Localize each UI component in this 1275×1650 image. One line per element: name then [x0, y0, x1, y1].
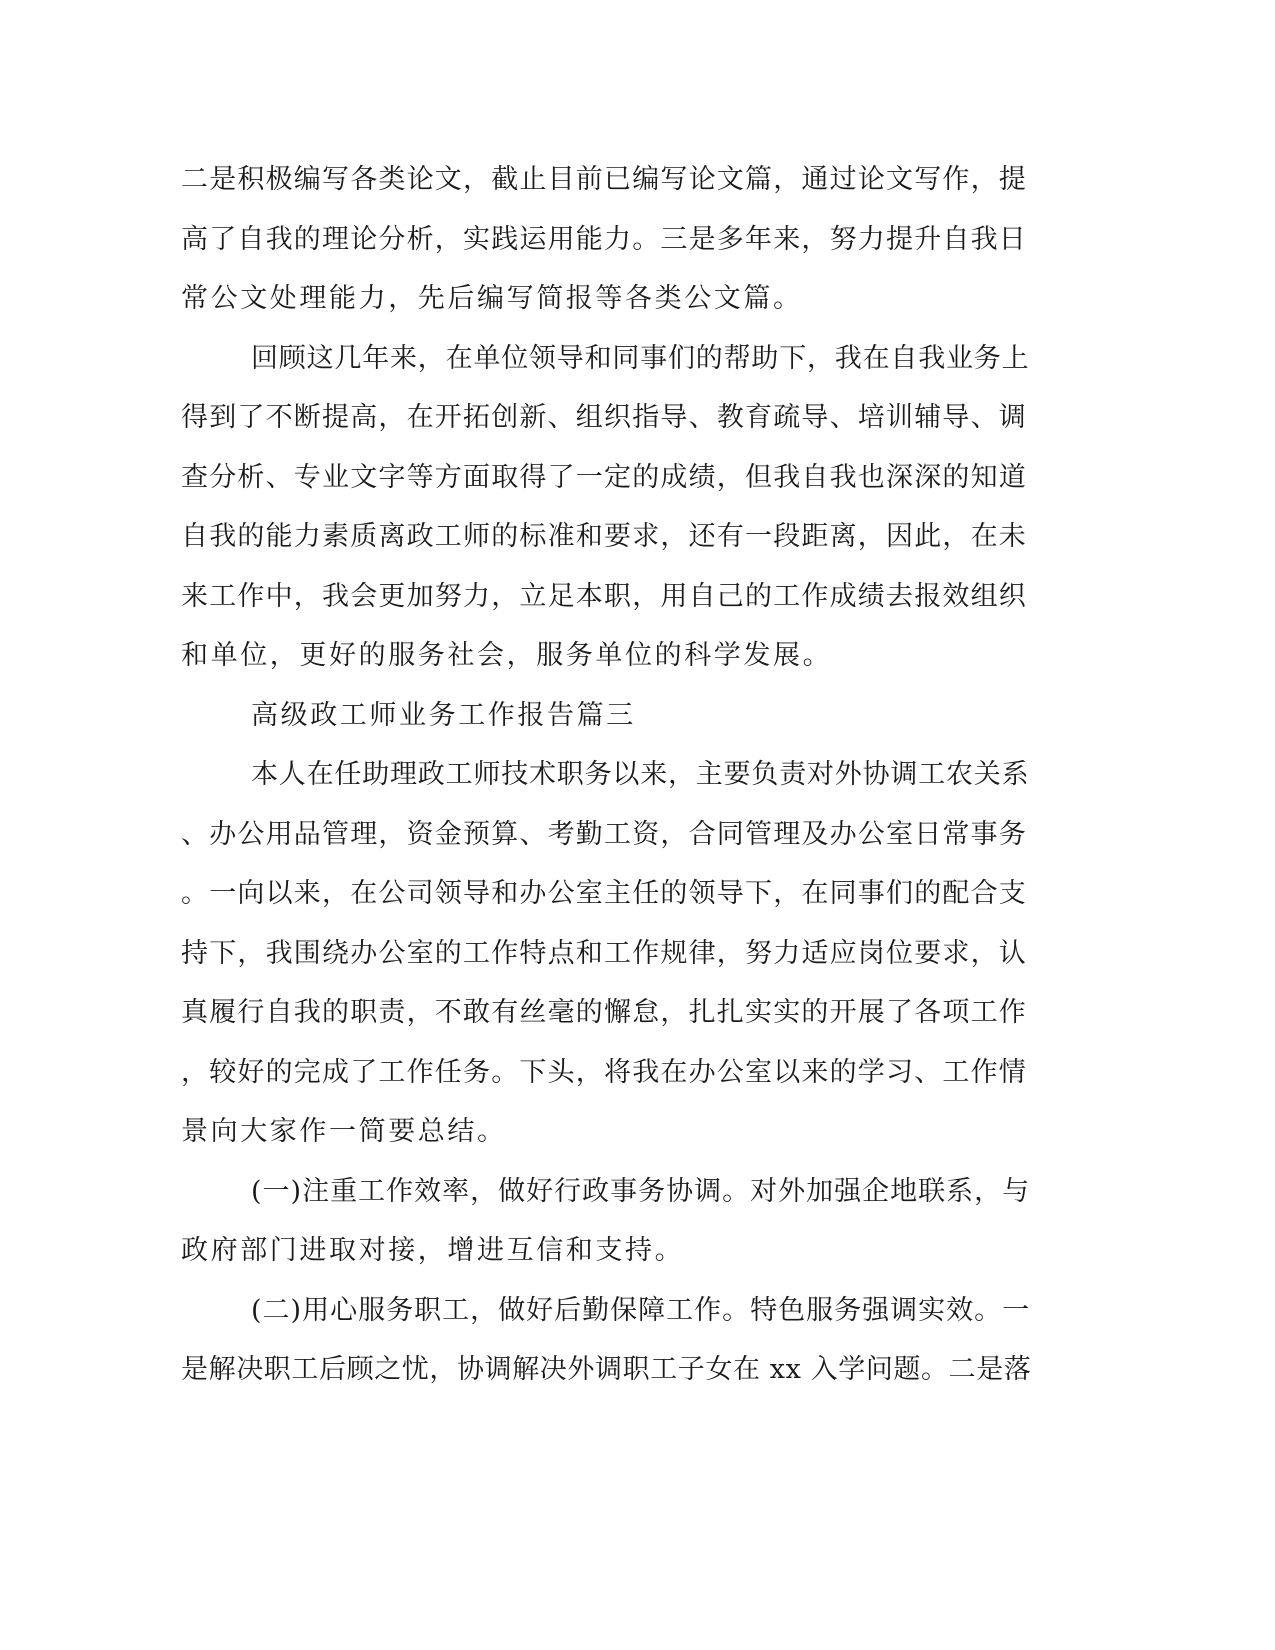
text-line: 来工作中，我会更加努力，立足本职，用自己的工作成绩去报效组织	[181, 580, 1027, 612]
text-line: 二是积极编写各类论文，截止目前已编写论文篇，通过论文写作，提	[181, 164, 1027, 195]
text-line: (二)用心服务职工，做好后勤保障工作。特色服务强调实效。一	[251, 1294, 1031, 1326]
text-line: 得到了不断提高，在开拓创新、组织指导、教育疏导、培训辅导、调	[181, 402, 1027, 433]
text-line: 高了自我的理论分析，实践运用能力。三是多年来，努力提升自我日	[181, 223, 1027, 255]
text-line: 。一向以来，在公司领导和办公室主任的领导下，在同事们的配合支	[181, 878, 1027, 909]
section-heading: 高级政工师业务工作报告篇三	[251, 699, 636, 731]
text-line: 回顾这几年来，在单位领导和同事们的帮助下，我在自我业务上	[251, 342, 1030, 374]
document-body	[181, 156, 1031, 1406]
text-line: 真履行自我的职责，不敢有丝毫的懈怠，扎扎实实的开展了各项工作	[181, 997, 1027, 1028]
text-line: 自我的能力素质离政工师的标准和要求，还有一段距离，因此，在未	[181, 521, 1027, 552]
text-line: 本人在任助理政工师技术职务以来，主要负责对外协调工农关系	[251, 759, 1030, 790]
text-line: 是解决职工后顾之忧，协调解决外调职工子女在 xx 入学问题。二是落	[181, 1354, 1032, 1385]
text-line: 持下，我围绕办公室的工作特点和工作规律，努力适应岗位要求，认	[181, 937, 1027, 969]
text-line: 景向大家作一简要总结。	[181, 1116, 507, 1147]
text-line: ，较好的完成了工作任务。下头，将我在办公室以来的学习、工作情	[181, 1056, 1027, 1088]
text-line: 查分析、专业文字等方面取得了一定的成绩，但我自我也深深的知道	[181, 461, 1027, 493]
text-line: 政府部门进取对接，增进互信和支持。	[181, 1235, 685, 1266]
text-line: 、办公用品管理，资金预算、考勤工资，合同管理及办公室日常事务	[181, 818, 1027, 850]
text-line: 和单位，更好的服务社会，服务单位的科学发展。	[181, 640, 833, 671]
text-line: (一)注重工作效率，做好行政事务协调。对外加强企地联系，与	[251, 1175, 1031, 1207]
text-line: 常公文处理能力，先后编写简报等各类公文篇。	[181, 283, 803, 314]
